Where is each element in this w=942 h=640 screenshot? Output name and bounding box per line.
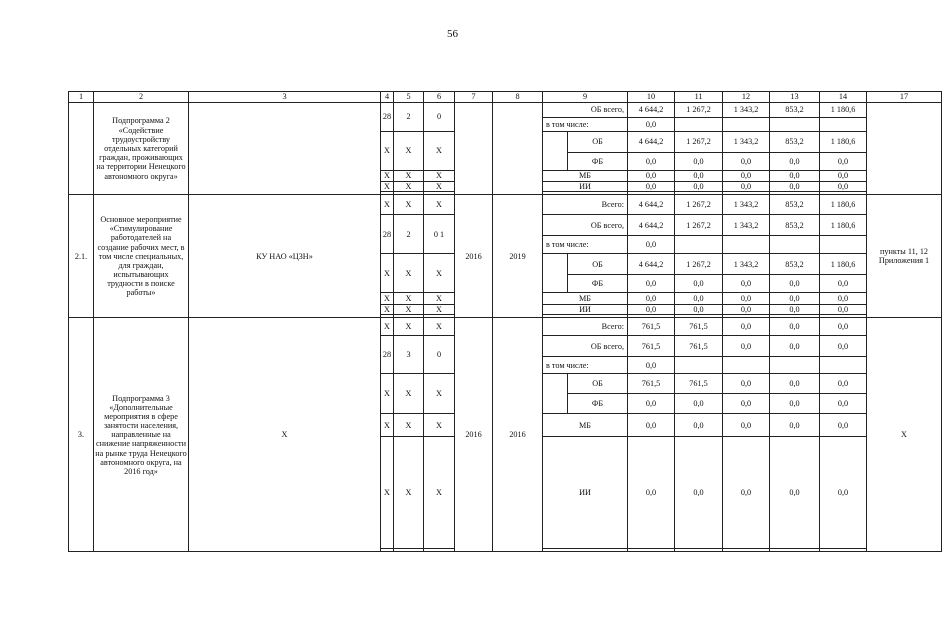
note-cell: Х: [867, 318, 942, 552]
header-cell: 13: [770, 92, 820, 103]
value-cell: 0,0: [723, 336, 770, 357]
value-cell: 0,0: [770, 293, 820, 305]
value-cell: 0,0: [628, 171, 675, 182]
value-cell: 0,0: [675, 153, 723, 171]
value-cell: 0,0: [723, 318, 770, 336]
code-cell: Х: [394, 374, 424, 414]
header-cell: 11: [675, 92, 723, 103]
source-label: ИИ: [543, 437, 628, 549]
code-cell: Х: [394, 318, 424, 336]
end-year-cell: 2019: [493, 195, 543, 318]
code-cell: Х: [424, 132, 455, 171]
value-cell: 0,0: [770, 182, 820, 192]
header-cell: 5: [394, 92, 424, 103]
row-number: [69, 103, 94, 195]
code-cell: 28: [381, 215, 394, 254]
value-cell: 853,2: [770, 103, 820, 118]
value-cell: 1 267,2: [675, 215, 723, 236]
value-cell: 0,0: [723, 182, 770, 192]
value-cell: 0,0: [820, 318, 867, 336]
source-label: ОБ всего,: [543, 336, 628, 357]
spacer-cell: [543, 374, 568, 414]
source-label: Всего:: [543, 195, 628, 215]
value-cell: 0,0: [770, 275, 820, 293]
value-cell: 0,0: [770, 318, 820, 336]
value-cell: 0,0: [675, 293, 723, 305]
code-cell: Х: [381, 132, 394, 171]
start-year-cell: 2016: [455, 195, 493, 318]
code-cell: Х: [394, 195, 424, 215]
value-cell: 0,0: [723, 293, 770, 305]
value-cell: 1 343,2: [723, 195, 770, 215]
end-year-cell: [493, 103, 543, 195]
value-cell: 0,0: [628, 182, 675, 192]
table-row: [69, 103, 942, 118]
row-number: 3.: [69, 318, 94, 552]
source-label: в том числе:: [543, 118, 628, 132]
code-cell: Х: [381, 195, 394, 215]
value-cell: 0,0: [820, 437, 867, 549]
note-cell: [867, 103, 942, 195]
value-cell: 1 180,6: [820, 254, 867, 275]
value-cell: 1 180,6: [820, 103, 867, 118]
value-cell: 4 644,2: [628, 195, 675, 215]
code-cell: Х: [424, 414, 455, 437]
value-cell: 853,2: [770, 215, 820, 236]
value-cell: 761,5: [675, 318, 723, 336]
code-cell: 0: [424, 336, 455, 374]
header-row: [69, 92, 942, 103]
value-cell: 0,0: [820, 374, 867, 394]
source-label: ФБ: [568, 153, 628, 171]
source-label: ОБ: [568, 374, 628, 394]
value-cell: 1 343,2: [723, 215, 770, 236]
value-cell: 0,0: [675, 182, 723, 192]
code-cell: Х: [381, 171, 394, 182]
source-label: ОБ: [568, 254, 628, 275]
code-cell: Х: [424, 293, 455, 305]
code-cell: Х: [394, 305, 424, 315]
value-cell: 853,2: [770, 254, 820, 275]
value-cell: 0,0: [820, 336, 867, 357]
code-cell: 0 1: [424, 215, 455, 254]
header-cell: 12: [723, 92, 770, 103]
value-cell: 0,0: [723, 171, 770, 182]
value-cell: 0,0: [770, 171, 820, 182]
code-cell: Х: [424, 374, 455, 414]
value-cell: 1 267,2: [675, 254, 723, 275]
code-cell: Х: [424, 305, 455, 315]
value-cell: 4 644,2: [628, 254, 675, 275]
value-cell: 0,0: [675, 275, 723, 293]
end-year-cell: 2016: [493, 318, 543, 552]
header-cell: 9: [543, 92, 628, 103]
value-cell: 0,0: [770, 153, 820, 171]
page-number: 56: [447, 28, 458, 40]
value-cell: 0,0: [820, 394, 867, 414]
code-cell: Х: [424, 182, 455, 192]
code-cell: 28: [381, 336, 394, 374]
code-cell: Х: [381, 254, 394, 293]
code-cell: Х: [424, 318, 455, 336]
start-year-cell: 2016: [455, 318, 493, 552]
code-cell: Х: [394, 171, 424, 182]
spacer-cell: [543, 132, 568, 171]
value-cell: 0,0: [770, 374, 820, 394]
value-cell: 0,0: [770, 336, 820, 357]
code-cell: Х: [381, 305, 394, 315]
header-cell: 1: [69, 92, 94, 103]
code-cell: Х: [424, 437, 455, 549]
executor-cell: [189, 103, 381, 195]
source-label: МБ: [543, 171, 628, 182]
value-cell: 1 180,6: [820, 215, 867, 236]
source-label: в том числе:: [543, 357, 628, 374]
value-cell: 761,5: [628, 374, 675, 394]
value-cell: 0,0: [820, 305, 867, 315]
header-cell: 4: [381, 92, 394, 103]
source-label: ИИ: [543, 182, 628, 192]
table-row: [69, 195, 942, 215]
header-cell: 3: [189, 92, 381, 103]
code-cell: Х: [381, 293, 394, 305]
value-cell: 0,0: [675, 394, 723, 414]
header-cell: 6: [424, 92, 455, 103]
code-cell: 3: [394, 336, 424, 374]
value-cell: 4 644,2: [628, 132, 675, 153]
source-label: ОБ: [568, 132, 628, 153]
code-cell: Х: [381, 182, 394, 192]
subprogram-3-name: Подпрограмма 3 «Дополнительные мероприятия в сфере занятости населения, направленные на снижение напряженности на рынке труда Ненецкого автономного округа, на 2016 год»: [94, 318, 189, 552]
value-cell: 1 267,2: [675, 132, 723, 153]
code-cell: Х: [381, 374, 394, 414]
source-label: в том числе:: [543, 236, 628, 254]
spacer-cell: [543, 254, 568, 293]
value-cell: 1 343,2: [723, 103, 770, 118]
value-cell: 0,0: [820, 153, 867, 171]
value-cell: 4 644,2: [628, 103, 675, 118]
value-cell: 0,0: [770, 394, 820, 414]
code-cell: Х: [394, 414, 424, 437]
value-cell: 1 343,2: [723, 132, 770, 153]
value-cell: 761,5: [675, 374, 723, 394]
value-cell: 0,0: [820, 182, 867, 192]
header-cell: 7: [455, 92, 493, 103]
value-cell: 853,2: [770, 195, 820, 215]
value-cell: 0,0: [723, 275, 770, 293]
value-cell: 0,0: [820, 171, 867, 182]
value-cell: 1 180,6: [820, 132, 867, 153]
subprogram-2-name: Подпрограмма 2 «Содействие трудоустройству отдельных категорий граждан, проживающих на территории Ненецкого автономного округа»: [94, 103, 189, 195]
budget-table: [68, 91, 942, 552]
source-label: ИИ: [543, 305, 628, 315]
code-cell: Х: [394, 182, 424, 192]
value-cell: 1 343,2: [723, 254, 770, 275]
value-cell: 0,0: [723, 437, 770, 549]
table-row: [69, 318, 942, 336]
value-cell: 761,5: [675, 336, 723, 357]
source-label: ОБ всего,: [543, 103, 628, 118]
value-cell: 0,0: [675, 305, 723, 315]
source-label: ФБ: [568, 275, 628, 293]
code-cell: 2: [394, 215, 424, 254]
row-number: 2.1.: [69, 195, 94, 318]
value-cell: 853,2: [770, 132, 820, 153]
value-cell: 0,0: [628, 414, 675, 437]
header-cell: 2: [94, 92, 189, 103]
note-cell: пункты 11, 12 Приложения 1: [867, 195, 942, 318]
value-cell: 0,0: [723, 374, 770, 394]
value-cell: 0,0: [770, 305, 820, 315]
code-cell: Х: [394, 254, 424, 293]
code-cell: 2: [394, 103, 424, 132]
executor-cell: Х: [189, 318, 381, 552]
executor-cell: КУ НАО «ЦЗН»: [189, 195, 381, 318]
header-cell: 17: [867, 92, 942, 103]
code-cell: Х: [381, 437, 394, 549]
value-cell: 0,0: [820, 414, 867, 437]
value-cell: 0,0: [770, 437, 820, 549]
code-cell: 28: [381, 103, 394, 132]
value-cell: 0,0: [723, 414, 770, 437]
code-cell: Х: [394, 293, 424, 305]
value-cell: 0,0: [723, 305, 770, 315]
value-cell: 0,0: [628, 118, 675, 132]
header-cell: 14: [820, 92, 867, 103]
value-cell: 0,0: [628, 275, 675, 293]
value-cell: 761,5: [628, 318, 675, 336]
value-cell: 1 267,2: [675, 195, 723, 215]
value-cell: 0,0: [628, 236, 675, 254]
value-cell: 0,0: [723, 153, 770, 171]
code-cell: Х: [394, 132, 424, 171]
value-cell: 0,0: [628, 293, 675, 305]
value-cell: 0,0: [628, 153, 675, 171]
value-cell: 1 180,6: [820, 195, 867, 215]
value-cell: 0,0: [675, 437, 723, 549]
code-cell: Х: [381, 414, 394, 437]
code-cell: Х: [424, 171, 455, 182]
value-cell: 0,0: [628, 305, 675, 315]
value-cell: 0,0: [820, 275, 867, 293]
source-label: ОБ всего,: [543, 215, 628, 236]
value-cell: 1 267,2: [675, 103, 723, 118]
activity-name: Основное мероприятие «Стимулирование работодателей на создание рабочих мест, в том числе специальных, для граждан, испытывающих трудности в поиске работы»: [94, 195, 189, 318]
value-cell: 0,0: [628, 357, 675, 374]
start-year-cell: [455, 103, 493, 195]
code-cell: Х: [424, 254, 455, 293]
code-cell: Х: [381, 318, 394, 336]
code-cell: Х: [424, 195, 455, 215]
value-cell: 0,0: [820, 293, 867, 305]
value-cell: 761,5: [628, 336, 675, 357]
value-cell: 0,0: [675, 171, 723, 182]
value-cell: 0,0: [628, 394, 675, 414]
value-cell: 4 644,2: [628, 215, 675, 236]
source-label: МБ: [543, 293, 628, 305]
value-cell: 0,0: [723, 394, 770, 414]
source-label: Всего:: [543, 318, 628, 336]
value-cell: 0,0: [675, 414, 723, 437]
value-cell: 0,0: [628, 437, 675, 549]
value-cell: 0,0: [770, 414, 820, 437]
source-label: ФБ: [568, 394, 628, 414]
code-cell: Х: [394, 437, 424, 549]
source-label: МБ: [543, 414, 628, 437]
header-cell: 8: [493, 92, 543, 103]
code-cell: 0: [424, 103, 455, 132]
header-cell: 10: [628, 92, 675, 103]
